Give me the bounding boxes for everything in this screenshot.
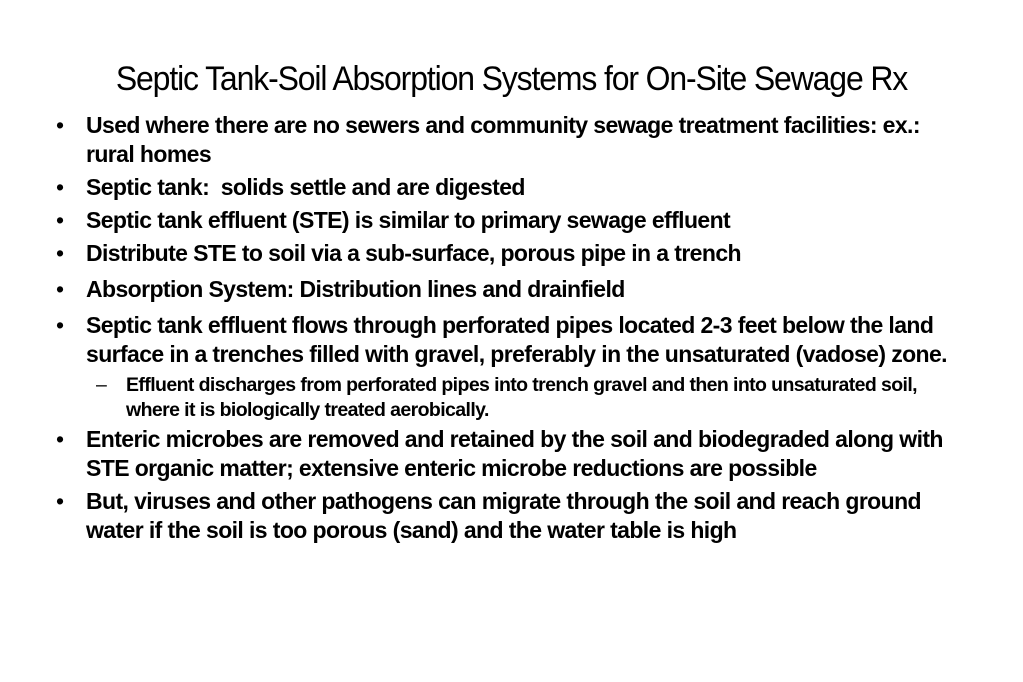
bullet-text: Septic tank effluent flows through perforated pipes located 2-3 feet below the land surface in a trenches filled with gravel, preferably in the unsaturated (vadose) zone.: [86, 312, 947, 367]
bullet-marker: •: [56, 276, 64, 302]
bullet-text: Septic tank effluent (STE) is similar to primary sewage effluent: [86, 207, 731, 233]
bullet-item: [56, 239, 956, 268]
slide-title: Septic Tank-Soil Absorption Systems for On-Site Sewage Rx: [115, 60, 908, 98]
bullet-text: Used where there are no sewers and community sewage treatment facilities: ex.: rural homes: [86, 112, 920, 167]
bullet-text: Septic tank: solids settle and are digested: [86, 174, 525, 200]
sub-bullet-item: [96, 373, 956, 423]
bullet-item: [56, 487, 956, 545]
bullet-marker: •: [56, 488, 64, 514]
bullet-marker: •: [56, 240, 64, 266]
bullet-item: [56, 311, 956, 369]
bullet-text: Absorption System: Distribution lines and drainfield: [86, 276, 625, 302]
bullet-marker: •: [56, 312, 64, 338]
bullet-text: Distribute STE to soil via a sub-surface, porous pipe in a trench: [86, 240, 741, 266]
bullet-marker: •: [56, 174, 64, 200]
sub-bullet-text: Effluent discharges from perforated pipes into trench gravel and then into unsaturated soil, where it is biologically treated aerobically.: [126, 374, 918, 421]
bullet-marker: •: [56, 207, 64, 233]
bullet-marker: •: [56, 112, 64, 138]
bullet-item: [56, 425, 956, 483]
bullet-text: But, viruses and other pathogens can migrate through the soil and reach ground water if the soil is too porous (sand) and the water table is high: [86, 488, 921, 543]
bullet-item: [56, 275, 956, 304]
bullet-text: Enteric microbes are removed and retained by the soil and biodegraded along with STE organic matter; extensive enteric microbe reductions are possible: [86, 426, 943, 481]
bullet-item: [56, 173, 956, 202]
bullet-item: [56, 206, 956, 235]
bullet-item: [56, 111, 956, 169]
bullet-list: [56, 111, 956, 545]
sub-bullet-marker: –: [96, 374, 107, 396]
bullet-marker: •: [56, 426, 64, 452]
